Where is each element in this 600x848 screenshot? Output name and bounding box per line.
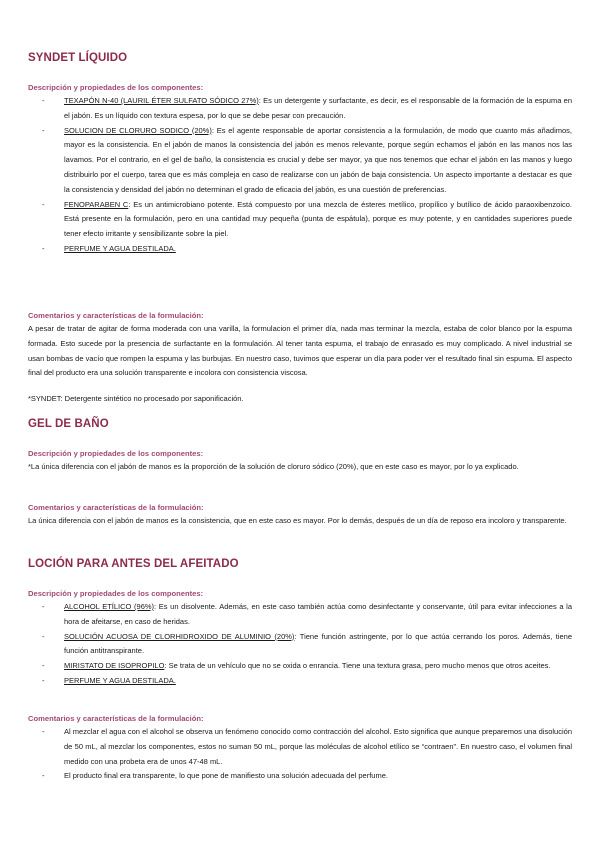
list-item: - PERFUME Y AGUA DESTILADA. (42, 675, 176, 685)
list-item: - Al mezclar el agua con el alcohol se observa un fenómeno conocido como contracción del alcohol. Esto significa que aunque preparemos una disolución de 50 mL, al mezclar los componentes, estos no suman 50 mL, porque las moléculas de alcohol etílico se “contraen”. En nuestro caso, el volumen final medido con una probeta era de unos 47-48 mL. (42, 727, 572, 766)
gel-desc: *La única diferencia con el jabón de manos es la proporción de la solución de cloruro sódico (20%), que en este caso es mayor, por lo ya explicado. (28, 462, 519, 471)
syndet-components-list (42, 94, 572, 257)
locion-desc-heading: Descripción y propiedades de los componentes: (28, 589, 204, 598)
component-name: ALCOHOL ETÍLICO (96%) (64, 602, 155, 611)
section-title-gel: GEL DE BAÑO (28, 418, 109, 430)
component-name: SOLUCIÓN ACUOSA DE CLORHIDROXIDO DE ALUMINIO (20%) (64, 631, 295, 641)
syndet-comments: A pesar de tratar de agitar de forma moderada con una varilla, la formulacion el primer día, nada mas terminar la mezcla, estaba de color blanco por la espuma formada. Esto sucede por la presencia de surfactante en la formulación. Al tener tanta espuma, el trabajo de enrasado es muy complicado. A nivel industrial se usan bombas de vacío que rompen la espuma y las burbujas. En nuestro caso, tuvimos que esperar un día para poder ver el resultado final sin espuma. El aspecto final del producto era una solución transparente e incolora con consistencia viscosa. (28, 324, 572, 378)
component-name: TEXAPÓN N-40 (LAURIL ÉTER SULFATO SÓDICO 27%) (64, 96, 259, 105)
list-item: - PERFUME Y AGUA DESTILADA. (42, 243, 176, 253)
gel-comments-heading: Comentarios y características de la formulación: (28, 503, 204, 512)
component-name: FENOPARABEN C (64, 199, 129, 209)
component-name: PERFUME Y AGUA DESTILADA. (64, 675, 176, 685)
syndet-footnote: *SYNDET: Detergente sintético no procesado por saponificación. (28, 394, 244, 403)
gel-desc-heading: Descripción y propiedades de los componentes: (28, 449, 204, 458)
list-item: - ALCOHOL ETÍLICO (96%): Es un disolvente. Además, en este caso también actúa como desinfectante y conservante, útil para evitar infecciones a la hora de afeitarse, en caso de heridas. (42, 602, 572, 626)
locion-comments-list (42, 725, 572, 784)
component-text: : Es un detergente y surfactante, es decir, es el responsable de la formación de la espuma en el jabón. Es un líquido con textura espesa, por lo que se debe pesar con precaución. (64, 96, 572, 120)
locion-components-list (42, 600, 572, 689)
component-name: SOLUCION DE CLORURO SODICO (20%) (64, 125, 212, 135)
component-text: : Es un disolvente. Además, en este caso también actúa como desinfectante y conservante, útil para evitar infecciones a la hora de afeitarse, en caso de heridas. (64, 602, 572, 626)
comment-text: Al mezclar el agua con el alcohol se observa un fenómeno conocido como contracción del alcohol. Esto significa que aunque preparemos una disolución de 50 mL, al mezclar los componentes, estos no suman 50 mL, porque las moléculas de alcohol etílico se “contraen”. En nuestro caso, el volumen final medido con una probeta era de unos 47-48 mL. (64, 727, 572, 766)
list-item: - SOLUCION DE CLORURO SODICO (20%): Es el agente responsable de aportar consistencia a la formulación, de modo que cuanto más añadimos, mayor es la consistencia. En el jabón de manos la consistencia del jabón es menos relevante, porque según echamos el jabón en las manos nos las lavamos. Por el contrario, en el gel de baño, la consistencia es crucial y debe ser mayor, ya que nos tenemos que echar el jabón en las manos y luego distribuirlo por el cuerpo, tarea que es más compleja en caso de realizarse con un jabón de baja consistencia. Un aspecto importante a destacar es que la consistencia y densidad del jabón no determinan el grado de eficacia del jabón, es una cuestión de preferencias. (42, 125, 572, 194)
section-title-syndet: SYNDET LÍQUIDO (28, 52, 128, 64)
syndet-desc-heading: Descripción y propiedades de los componentes: (28, 83, 204, 92)
component-name: MIRISTATO DE ISOPROPILO (64, 661, 165, 671)
locion-comments-heading: Comentarios y características de la formulación: (28, 714, 204, 723)
component-text: : Es el agente responsable de aportar consistencia a la formulación, de modo que cuanto más añadimos, mayor es la consistencia. En el jabón de manos la consistencia del jabón es menos relevante, porque según echamos el jabón en las manos nos las lavamos. Por el contrario, en el gel de baño, la consistencia es crucial y debe ser mayor, ya que nos tenemos que echar el jabón en las manos y luego distribuirlo por el cuerpo, tarea que es más compleja en caso de realizarse con un jabón de baja consistencia. Un aspecto importante a destacar es que la consistencia y densidad del jabón no determinan el grado de eficacia del jabón, es una cuestión de preferencias. (64, 125, 572, 194)
section-title-locion: LOCIÓN PARA ANTES DEL AFEITADO (28, 558, 239, 570)
list-item: - TEXAPÓN N-40 (LAURIL ÉTER SULFATO SÓDICO 27%): Es un detergente y surfactante, es decir, es el responsable de la formación de la espuma en el jabón. Es un líquido con textura espesa, por lo que se debe pesar con precaución. (42, 96, 572, 120)
component-text: : Tiene función astringente, por lo que actúa cerrando los poros. Además, tiene función antitranspirante. (64, 631, 572, 656)
list-item: - MIRISTATO DE ISOPROPILO: Se trata de un vehículo que no se oxida o enrancia. Tiene una textura grasa, pero mucho menos que otros aceites. (42, 661, 551, 671)
component-text: : Es un antimicrobiano potente. Está compuesto por una mezcla de ésteres metílico, propílico y butílico de ácido paraoxibenzoico. Está presente en la formulación, pero en una cantidad muy pequeña (punta de espátula), porque es muy potente, y en cantidades superiores puede tener efecto irritante y sensibilizante sobre la piel. (64, 199, 572, 239)
comment-text: El producto final era transparente, lo que pone de manifiesto una solución adecuada del perfume. (64, 771, 388, 781)
list-item: - FENOPARABEN C: Es un antimicrobiano potente. Está compuesto por una mezcla de ésteres metílico, propílico y butílico de ácido paraoxibenzoico. Está presente en la formulación, pero en una cantidad muy pequeña (punta de espátula), porque es muy potente, y en cantidades superiores puede tener efecto irritante y sensibilizante sobre la piel. (42, 199, 572, 239)
list-item: - SOLUCIÓN ACUOSA DE CLORHIDROXIDO DE ALUMINIO (20%): Tiene función astringente, por lo que actúa cerrando los poros. Además, tiene función antitranspirante. (42, 631, 572, 656)
gel-comments: La única diferencia con el jabón de manos es la consistencia, que en este caso es mayor. Por lo demás, después de un día de reposo era incoloro y transparente. (28, 516, 567, 525)
component-name: PERFUME Y AGUA DESTILADA. (64, 243, 176, 253)
list-item: - El producto final era transparente, lo que pone de manifiesto una solución adecuada del perfume. (42, 771, 388, 781)
syndet-comments-heading: Comentarios y características de la formulación: (28, 311, 204, 320)
component-text: : Se trata de un vehículo que no se oxida o enrancia. Tiene una textura grasa, pero mucho menos que otros aceites. (164, 661, 551, 671)
